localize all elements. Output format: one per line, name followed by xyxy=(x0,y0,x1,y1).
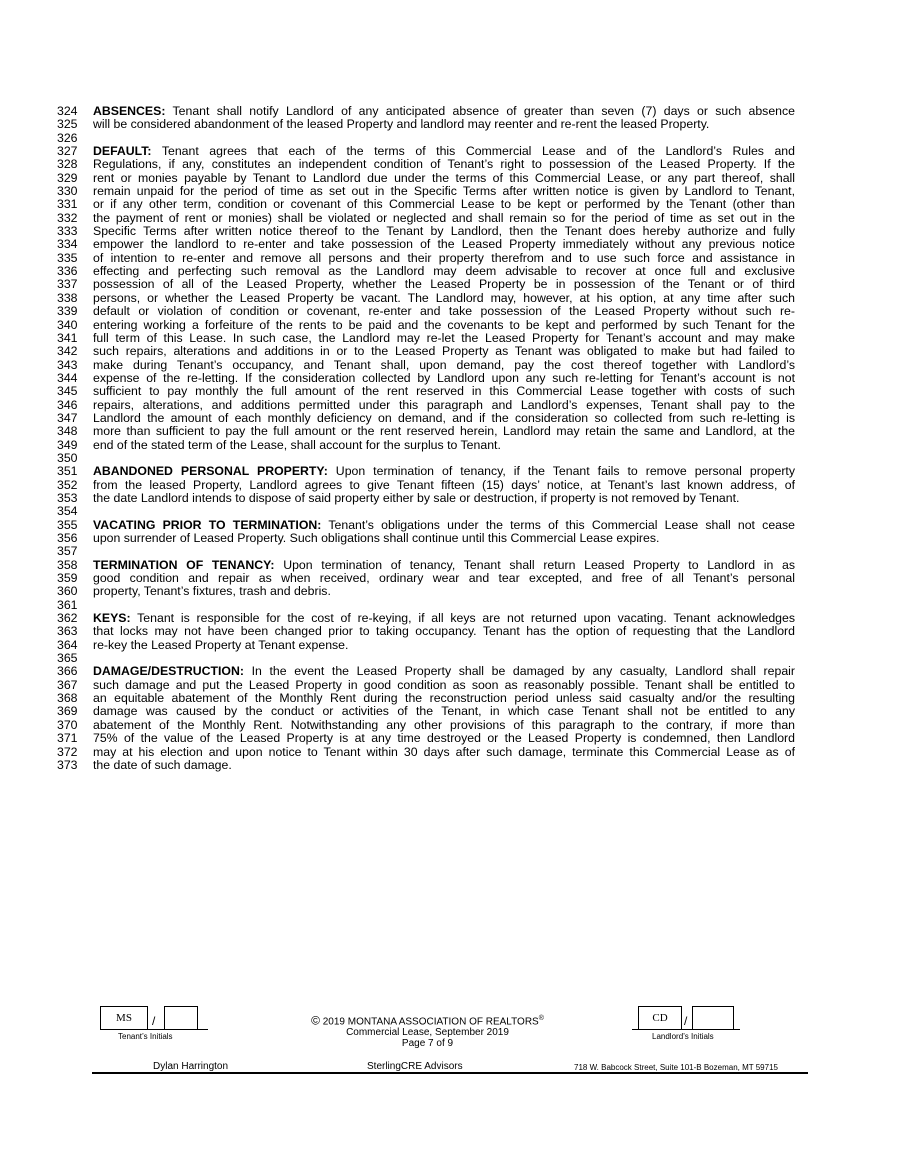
lease-line xyxy=(57,439,797,452)
lease-line xyxy=(57,225,797,238)
lease-line xyxy=(57,385,797,398)
line-text xyxy=(93,278,795,291)
line-number: 325 xyxy=(57,117,78,132)
line-body: repairs, alterations, and additions permitted under this paragraph and Landlord’s expenses, Tenant shall pay to the xyxy=(93,398,795,412)
line-number: 372 xyxy=(57,744,78,759)
line-body: re-key the Leased Property at Tenant expense. xyxy=(93,638,349,652)
line-number: 344 xyxy=(57,370,78,385)
lease-line xyxy=(57,292,797,305)
lease-line xyxy=(57,505,797,518)
line-number: 331 xyxy=(57,197,78,212)
lease-line xyxy=(57,425,797,438)
line-number: 347 xyxy=(57,410,78,425)
line-text xyxy=(93,639,795,652)
lease-line xyxy=(57,572,797,585)
line-body: persons, or whether the Leased Property be vacant. The Landlord may, however, at his option, at any time after such xyxy=(93,291,795,305)
initials-slash-landlord: / xyxy=(684,1014,688,1028)
line-text xyxy=(93,359,795,372)
lease-line xyxy=(57,132,797,145)
lease-line xyxy=(57,399,797,412)
line-number: 363 xyxy=(57,624,78,639)
lease-line xyxy=(57,692,797,705)
lease-body xyxy=(57,105,797,772)
lease-line xyxy=(57,746,797,759)
section-heading: DAMAGE/DESTRUCTION: xyxy=(93,665,244,679)
section-heading: KEYS: xyxy=(93,612,131,626)
line-body: or if any other term, condition or covenant of this Commercial Lease to be kept or performed by the Tenant (other than xyxy=(93,198,795,212)
line-text xyxy=(93,625,795,638)
line-body: of intention to re-enter and remove all persons and their property therefrom and to use such force and assistance in xyxy=(93,251,795,265)
line-number: 361 xyxy=(57,597,78,612)
line-number: 371 xyxy=(57,731,78,746)
copyright-text: 2019 MONTANA ASSOCIATION OF REALTORS xyxy=(322,1016,539,1028)
line-number: 348 xyxy=(57,424,78,439)
line-number: 367 xyxy=(57,677,78,692)
lease-line xyxy=(57,585,797,598)
line-body: Specific Terms after written notice thereof to the Tenant by Landlord, then the Tenant does hereby authorize and fully xyxy=(93,225,795,239)
tenant-initial-box-2[interactable] xyxy=(164,1006,198,1030)
line-body: entering working a forfeiture of the rents to be paid and the covenants to be kept and performed by such Tenant for the xyxy=(93,318,795,332)
lease-line xyxy=(57,652,797,665)
lease-line xyxy=(57,252,797,265)
line-body: Tenant shall notify Landlord of any anticipated absence of greater than seven (7) days or such absence xyxy=(165,105,795,118)
line-body: will be considered abandonment of the leased Property and landlord may reenter and re-rent the leased Property. xyxy=(93,118,710,132)
line-text xyxy=(93,145,795,158)
lease-line xyxy=(57,145,797,158)
line-text xyxy=(93,532,795,545)
line-body: the date of such damage. xyxy=(93,758,232,772)
agent-name: Dylan Harrington xyxy=(153,1061,229,1072)
line-text xyxy=(93,692,795,705)
line-text xyxy=(93,439,795,452)
line-text xyxy=(93,238,795,251)
line-text xyxy=(93,612,795,625)
tenant-initials-underline xyxy=(100,1029,208,1030)
lease-line xyxy=(57,492,797,505)
line-number: 346 xyxy=(57,397,78,412)
line-body: that locks may not have been changed prior to taking occupancy. Tenant has the option of requesting that the Landlord xyxy=(93,625,795,639)
landlord-initial-box-2[interactable] xyxy=(692,1006,734,1030)
line-text xyxy=(93,292,795,305)
line-body: the payment of rent or monies) shall be violated or neglected and shall remain so for the period of time as set out in the xyxy=(93,211,795,225)
line-body: end of the stated term of the Lease, shall account for the surplus to Tenant. xyxy=(93,438,501,452)
form-credit xyxy=(300,1013,555,1049)
lease-line xyxy=(57,105,797,118)
lease-line xyxy=(57,759,797,772)
line-number: 345 xyxy=(57,384,78,399)
line-number: 335 xyxy=(57,250,78,265)
line-number: 364 xyxy=(57,637,78,652)
line-body: good condition and repair as when received, ordinary wear and tear excepted, and free of all Tenant’s personal xyxy=(93,572,795,586)
line-body: rent or monies payable by Tenant to Landlord due under the terms of this Commercial Lease, or any part thereof, shall xyxy=(93,171,795,185)
line-number: 369 xyxy=(57,704,78,719)
lease-line xyxy=(57,665,797,678)
line-body: an equitable abatement of the Monthly Rent during the reconstruction period unless said casualty and/or the resulting xyxy=(93,692,795,706)
lease-line xyxy=(57,172,797,185)
line-text xyxy=(93,158,795,171)
line-number: 366 xyxy=(57,664,78,679)
line-number: 324 xyxy=(57,104,78,118)
lease-line xyxy=(57,732,797,745)
line-number: 358 xyxy=(57,557,78,572)
line-body: empower the landlord to re-enter and take possession of the Leased Property immediately without any previous notice xyxy=(93,238,795,252)
tenant-initial-box-1[interactable]: MS xyxy=(100,1006,148,1030)
line-text xyxy=(93,345,795,358)
line-number: 350 xyxy=(57,450,78,465)
line-text xyxy=(93,319,795,332)
line-body: expense of the re-letting. If the consideration collected by Landlord upon any such re-letting for Tenant’s account is not xyxy=(93,371,795,385)
footer-rule xyxy=(92,1072,808,1074)
line-number: 334 xyxy=(57,237,78,252)
line-text xyxy=(93,305,795,318)
line-body: remain unpaid for the period of time as set out in the Specific Terms after written notice is given by Landlord to Tenant, xyxy=(93,185,795,199)
line-text xyxy=(93,759,795,772)
line-body: Tenant is responsible for the cost of re-keying, if all keys are not returned upon vacating. Tenant acknowledges xyxy=(130,612,795,626)
line-number: 339 xyxy=(57,304,78,319)
line-body: may at his election and upon notice to Tenant within 30 days after such damage, terminate this Commercial Lease as of xyxy=(93,745,795,759)
line-number: 330 xyxy=(57,184,78,199)
lease-line xyxy=(57,212,797,225)
lease-line xyxy=(57,359,797,372)
line-text xyxy=(93,198,795,211)
line-number: 337 xyxy=(57,277,78,292)
lease-line xyxy=(57,158,797,171)
line-number: 340 xyxy=(57,317,78,332)
line-number: 332 xyxy=(57,210,78,225)
line-body: such repairs, alterations and additions in or to the Leased Property as Tenant was obligated to make but had failed to xyxy=(93,345,795,359)
lease-line xyxy=(57,345,797,358)
section-heading: VACATING PRIOR TO TERMINATION: xyxy=(93,518,322,532)
line-body: property, Tenant’s fixtures, trash and debris. xyxy=(93,585,331,599)
line-number: 338 xyxy=(57,290,78,305)
line-text xyxy=(93,105,795,118)
line-text xyxy=(93,465,795,478)
line-text xyxy=(93,225,795,238)
line-body: Tenant’s obligations under the terms of this Commercial Lease shall not cease xyxy=(321,518,795,532)
line-body: In the event the Leased Property shall be damaged by any casualty, Landlord shall repair xyxy=(243,665,795,679)
line-text xyxy=(93,705,795,718)
line-text xyxy=(93,399,795,412)
line-body: Landlord the amount of each monthly deficiency on demand, and if the consideration so collected from such re-letting is xyxy=(93,411,795,425)
line-body: make during Tenant’s occupancy, and Tenant shall, upon demand, pay the cost thereof together with Landlord’s xyxy=(93,358,795,372)
lease-line xyxy=(57,639,797,652)
landlord-initials-underline xyxy=(632,1029,740,1030)
line-text xyxy=(93,185,795,198)
line-text xyxy=(93,665,795,678)
section-heading: ABSENCES: xyxy=(93,105,166,118)
line-body: sufficient to pay monthly the full amount of the rent reserved in this Commercial Lease together with costs of such xyxy=(93,385,795,399)
lease-line xyxy=(57,372,797,385)
line-body: upon surrender of Leased Property. Such obligations shall continue until this Commercial Lease expires. xyxy=(93,532,660,545)
line-number: 333 xyxy=(57,224,78,239)
copyright-symbol: © xyxy=(311,1013,320,1028)
lease-line xyxy=(57,532,797,545)
line-text xyxy=(93,519,795,532)
line-number: 354 xyxy=(57,504,78,519)
line-text xyxy=(93,492,795,505)
line-number: 342 xyxy=(57,344,78,359)
line-body: damage was caused by the conduct or activities of the Tenant, in which case Tenant shall not be entitled to any xyxy=(93,705,795,719)
line-number: 328 xyxy=(57,157,78,172)
lease-line xyxy=(57,319,797,332)
lease-line xyxy=(57,705,797,718)
line-text xyxy=(93,252,795,265)
landlord-initial-box-1[interactable]: CD xyxy=(638,1006,682,1030)
lease-line xyxy=(57,612,797,625)
line-number: 355 xyxy=(57,517,78,532)
lease-line xyxy=(57,452,797,465)
line-text xyxy=(93,385,795,398)
section-heading: TERMINATION OF TENANCY: xyxy=(93,558,275,572)
line-text xyxy=(93,585,795,598)
line-text xyxy=(93,746,795,759)
page-number: Page 7 of 9 xyxy=(401,1038,454,1050)
line-text xyxy=(93,265,795,278)
line-number: 343 xyxy=(57,357,78,372)
line-body: default or violation of condition or covenant, re-enter and take possession of the Leased Property without such re- xyxy=(93,305,795,319)
form-name: Commercial Lease, September 2019 xyxy=(346,1027,509,1039)
line-number: 329 xyxy=(57,170,78,185)
line-text xyxy=(93,212,795,225)
line-body: full term of this Lease. In such case, the Landlord may re-let the Leased Property for Tenant’s account and may make xyxy=(93,331,795,345)
tenant-initials-label: Tenant’s Initials xyxy=(118,1032,173,1041)
lease-line xyxy=(57,679,797,692)
lease-line xyxy=(57,118,797,131)
line-body: Upon termination of tenancy, if the Tenant fails to remove personal property xyxy=(327,465,795,479)
line-body: possession of all of the Leased Property, whether the Leased Property be in possession of the Tenant or of third xyxy=(93,278,795,292)
line-number: 352 xyxy=(57,477,78,492)
section-heading: ABANDONED PERSONAL PROPERTY: xyxy=(93,465,328,479)
line-text xyxy=(93,719,795,732)
lease-line xyxy=(57,559,797,572)
lease-line xyxy=(57,719,797,732)
line-number: 365 xyxy=(57,651,78,666)
lease-line xyxy=(57,265,797,278)
line-text xyxy=(93,679,795,692)
line-text xyxy=(93,732,795,745)
line-text xyxy=(93,425,795,438)
line-text xyxy=(93,372,795,385)
line-number: 351 xyxy=(57,464,78,479)
line-body: Upon termination of tenancy, Tenant shall return Leased Property to Landlord in as xyxy=(274,558,795,572)
line-text xyxy=(93,118,795,131)
line-number: 359 xyxy=(57,571,78,586)
line-number: 336 xyxy=(57,264,78,279)
lease-line xyxy=(57,278,797,291)
line-text xyxy=(93,559,795,572)
line-text xyxy=(93,479,795,492)
lease-line xyxy=(57,185,797,198)
line-number: 368 xyxy=(57,691,78,706)
brokerage-name: SterlingCRE Advisors xyxy=(367,1061,463,1072)
line-number: 356 xyxy=(57,531,78,545)
line-body: Regulations, if any, constitutes an independent condition of Tenant’s right to possession of the Leased Property. If the xyxy=(93,158,795,172)
line-body: from the leased Property, Landlord agrees to give Tenant fifteen (15) days’ notice, at Tenant’s last known address, of xyxy=(93,478,795,492)
line-number: 357 xyxy=(57,544,78,559)
line-number: 353 xyxy=(57,490,78,505)
line-text xyxy=(93,572,795,585)
lease-line xyxy=(57,465,797,478)
line-number: 360 xyxy=(57,584,78,599)
lease-line xyxy=(57,412,797,425)
lease-line xyxy=(57,238,797,251)
line-number: 341 xyxy=(57,330,78,345)
lease-line xyxy=(57,519,797,532)
lease-line xyxy=(57,305,797,318)
lease-line xyxy=(57,625,797,638)
line-number: 326 xyxy=(57,130,78,145)
line-number: 373 xyxy=(57,757,78,772)
lease-line xyxy=(57,599,797,612)
registered-mark: ® xyxy=(538,1015,544,1022)
line-body: 75% of the value of the Leased Property is at any time destroyed or the Leased Property is condemned, then Landlord xyxy=(93,732,795,746)
line-text xyxy=(93,412,795,425)
line-text xyxy=(93,172,795,185)
line-body: Tenant agrees that each of the terms of this Commercial Lease and of the Landlord’s Rules and xyxy=(151,145,795,159)
lease-line xyxy=(57,332,797,345)
landlord-initials-label: Landlord’s Initials xyxy=(652,1032,714,1041)
line-body: such damage and put the Leased Property in good condition as soon as reasonably possible. Tenant shall be entitled to xyxy=(93,678,795,692)
initials-slash: / xyxy=(152,1014,156,1028)
line-body: the date Landlord intends to dispose of said property either by sale or destruction, if property is not removed by Tenant. xyxy=(93,491,740,505)
line-number: 327 xyxy=(57,144,78,159)
lease-line xyxy=(57,198,797,211)
brokerage-address: 718 W. Babcock Street, Suite 101-B Bozeman, MT 59715 xyxy=(574,1063,778,1072)
line-number: 370 xyxy=(57,717,78,732)
lease-line xyxy=(57,545,797,558)
line-number: 349 xyxy=(57,437,78,452)
line-number: 362 xyxy=(57,611,78,626)
lease-line xyxy=(57,479,797,492)
line-body: abatement of the Monthly Rent. Notwithstanding any other provisions of this paragraph to the contrary, if more than xyxy=(93,718,795,732)
line-body: more than sufficient to pay the full amount or the rent reserved herein, Landlord may retain the same and Landlord, at the xyxy=(93,425,795,439)
line-body: effecting and perfecting such removal as the Landlord may deem advisable to recover at once full and exclusive xyxy=(93,265,795,279)
section-heading: DEFAULT: xyxy=(93,145,152,159)
line-text xyxy=(93,332,795,345)
